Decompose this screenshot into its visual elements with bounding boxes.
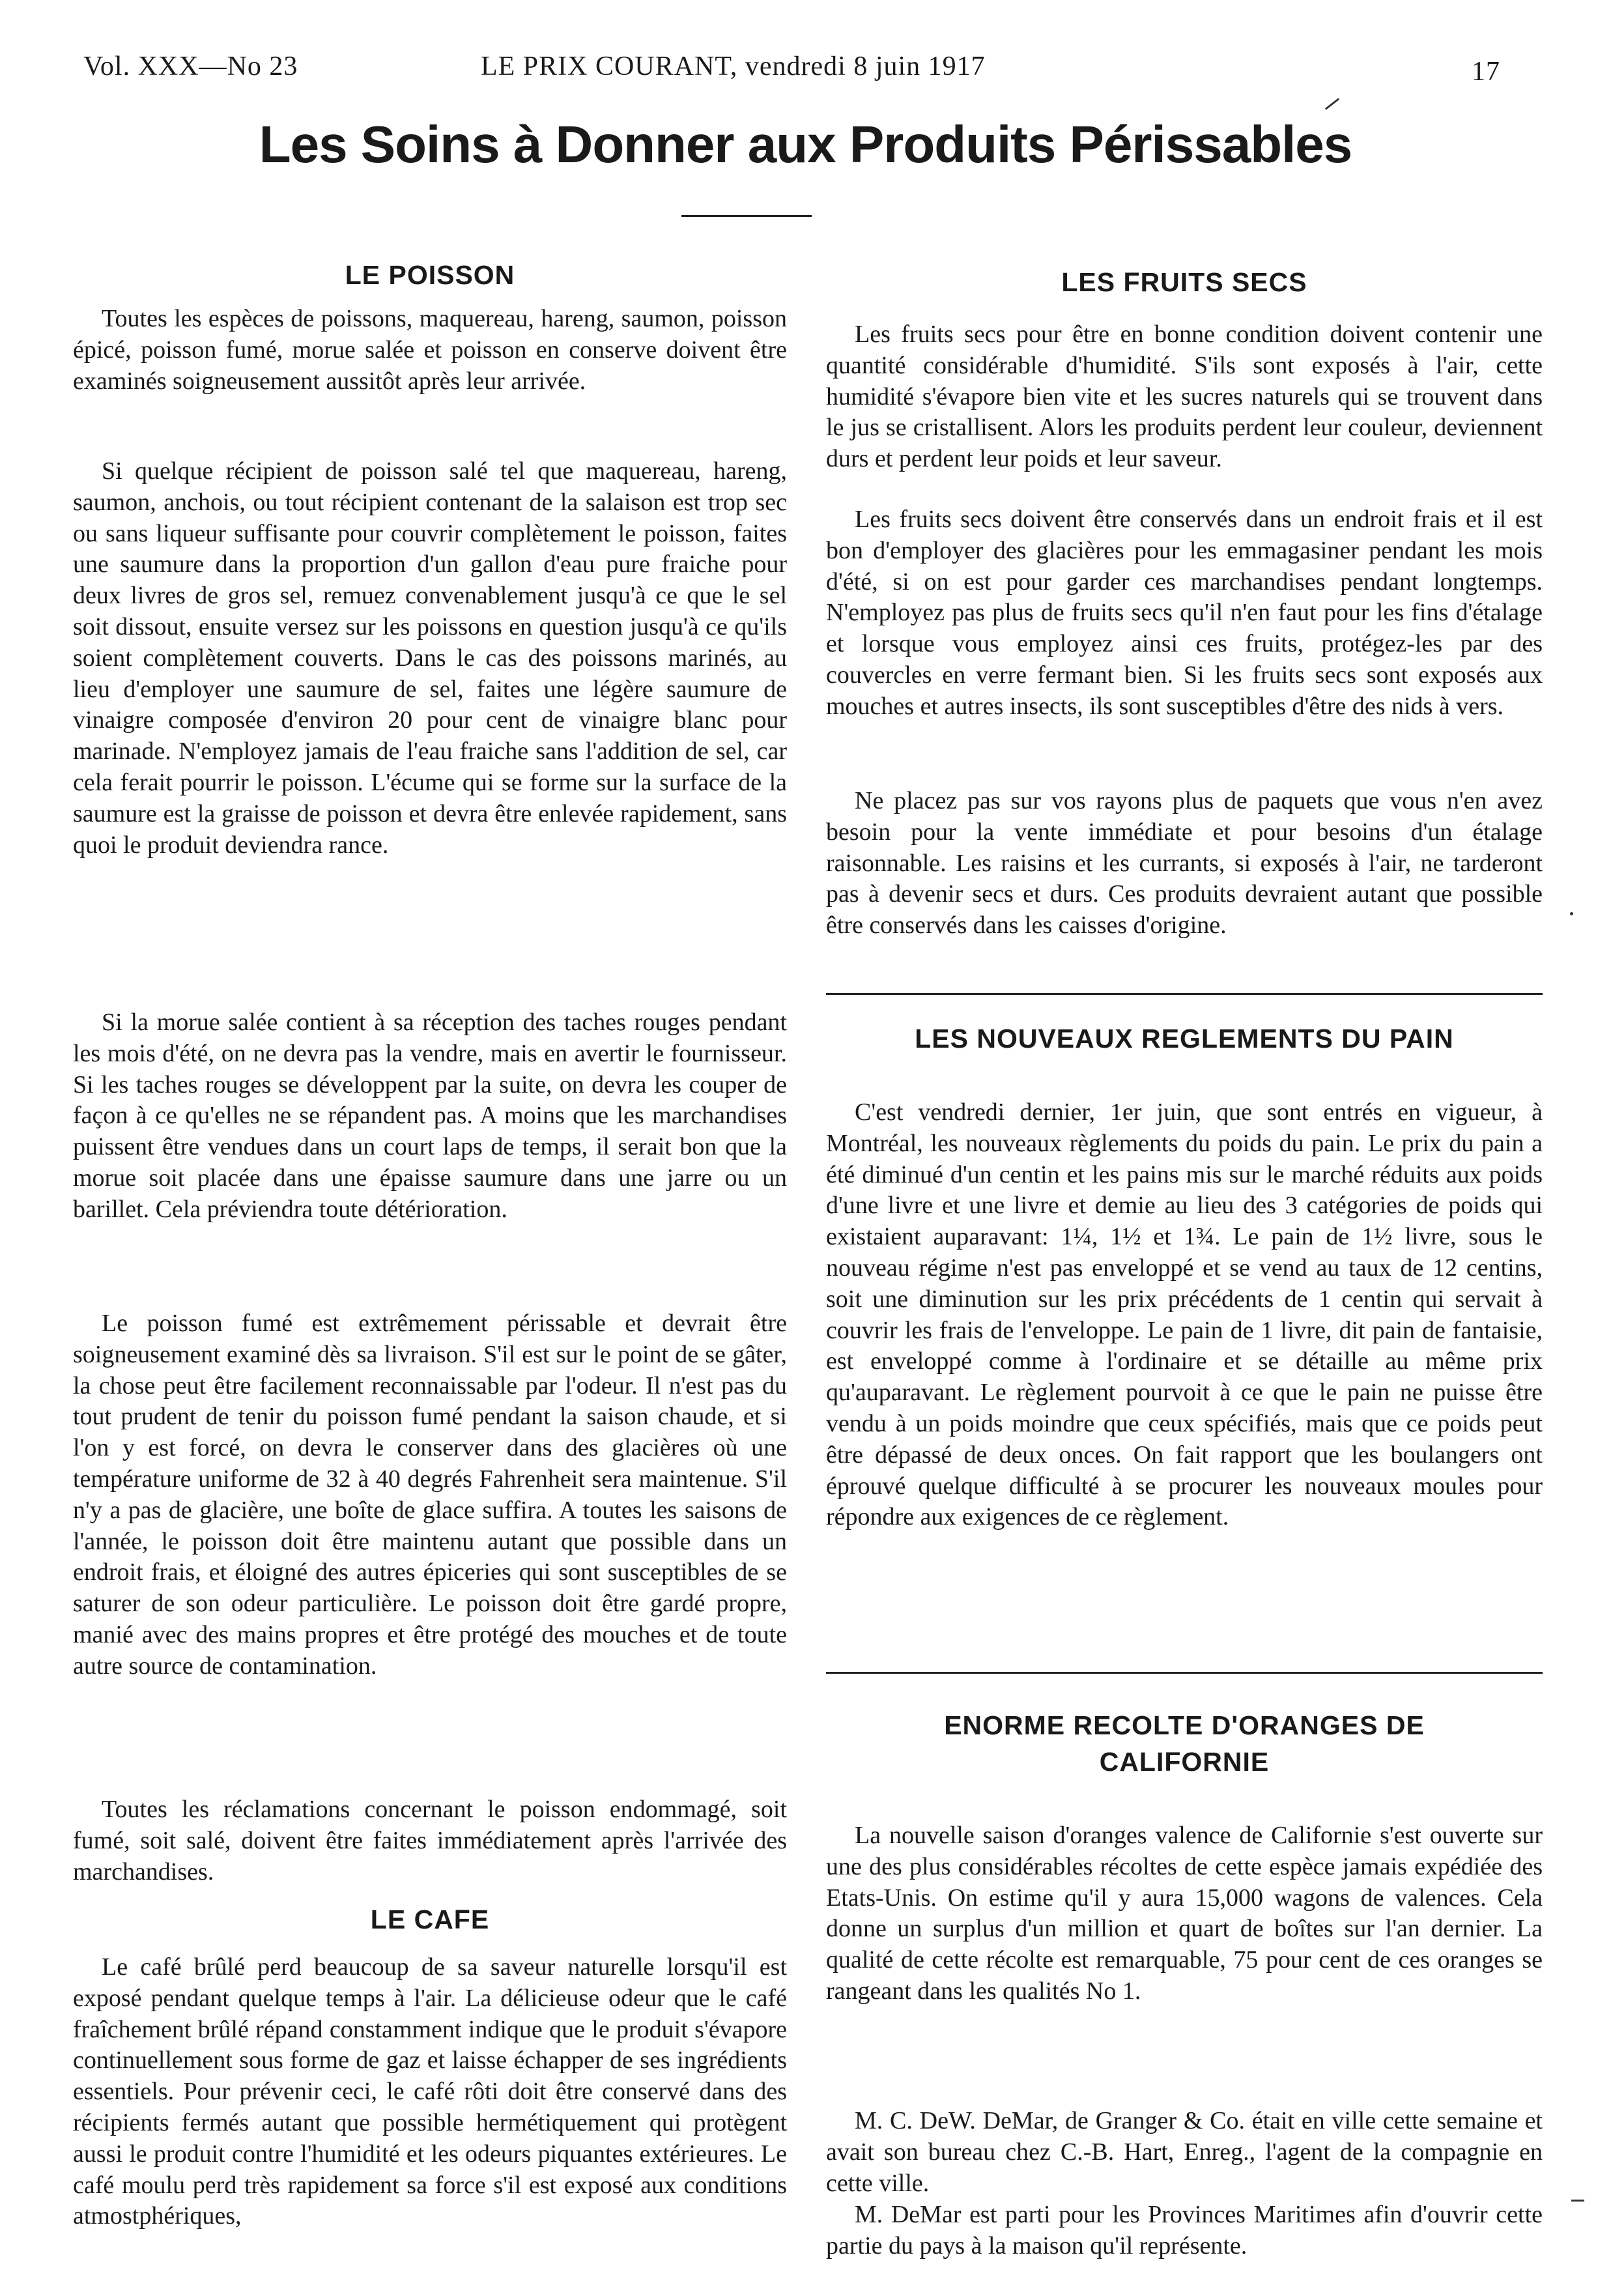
paragraph: Ne placez pas sur vos rayons plus de paquets que vous n'en avez besoin pour la vente immédiate et pour besoins d'un étalage raisonnable. Les raisins et les currants, si exposés à l'air, ne tarderont pas à devenir secs et durs. Ces produits devraient autant que possible être conservés dans les caisses d'origine.	[826, 787, 1543, 940]
section-divider	[826, 993, 1543, 995]
publication-line: LE PRIX COURANT, vendredi 8 juin 1917	[481, 51, 986, 81]
paragraph: Si quelque récipient de poisson salé tel que maquereau, hareng, saumon, anchois, ou tout récipient contenant de la salaison est trop sec ou sans liqueur suffisante pour couvrir complètement le poisson, faites une saumure dans la proportion d'un gallon d'eau pure fraiche pour deux livres de gros sel, remuez convenablement jusqu'à ce que le sel soit dissout, ensuite versez sur les poissons en question jusqu'à ce qu'ils soient complètement couverts. Dans le cas des poissons marinés, au lieu d'employer une saumure de sel, faites une légère saumure de vinaigre composée d'environ 20 pour cent de vinaigre blanc pour marinade. N'employez jamais de l'eau fraiche sans l'addition de sel, car cela ferait pourrir le poisson. L'écume qui se forme sur la surface de la saumure est la graisse de poisson et devra être enlevée rapidement, sans quoi le produit deviendra rance.	[73, 457, 787, 859]
paragraph: Toutes les réclamations concernant le poisson endommagé, soit fumé, soit salé, doivent être faites immédiatement après l'arrivée des marchandises.	[73, 1796, 787, 1886]
scan-mark	[1570, 912, 1573, 915]
page-title: Les Soins à Donner aux Produits Périssables	[259, 115, 1352, 173]
section-heading-fruits-secs: LES FRUITS SECS	[1061, 267, 1307, 297]
paragraph: Les fruits secs doivent être conservés dans un endroit frais et il est bon d'employer des glacières pour les emmagasiner pendant les mois d'été, si on est pour garder ces marchandises pendant longtemps. N'employez pas plus de fruits secs qu'il n'en faut pour les fins d'étalage et lorsque vous employez ainsi ces fruits, protégez-les par des couvercles en verre fermant bien. Si les fruits secs sont exposés aux mouches et autres insects, ils sont susceptibles d'être des nids à vers.	[826, 506, 1543, 720]
page-number: 17	[1472, 57, 1500, 87]
paragraph: M. DeMar est parti pour les Provinces Maritimes afin d'ouvrir cette partie du pays à la maison qu'il représente.	[826, 2201, 1543, 2260]
paragraph: La nouvelle saison d'oranges valence de Californie s'est ouverte sur une des plus considérables récoltes de cette espèce jamais expédiée des Etats-Unis. On estime qu'il y aura 15,000 wagons de valences. Cela donne un surplus d'un million et quart de boîtes sur l'an dernier. La qualité de cette récolte est remarquable, 75 pour cent de ces oranges se rangeant dans les qualités No 1.	[826, 1822, 1543, 2005]
section-divider	[826, 1672, 1543, 1674]
section-heading-poisson: LE POISSON	[345, 260, 515, 290]
running-header	[83, 51, 1500, 96]
paragraph: Le poisson fumé est extrêmement périssable et devrait être soigneusement examiné dès sa livraison. S'il est sur le point de se gâter, la chose peut être facilement reconnaissable par l'odeur. Il n'est pas du tout prudent de tenir du poisson fumé pendant la saison chaude, et si l'on y est forcé, on devra le conserver dans des glacières où une température uniforme de 32 à 40 degrés Fahrenheit sera maintenue. S'il n'y a pas de glacière, une boîte de glace suffira. A toutes les saisons de l'année, le poisson doit être maintenu autant que possible dans un endroit frais, et éloigné des autres épiceries qui sont susceptibles de se saturer de son odeur particulière. Le poisson doit être gardé propre, manié avec des mains propres et être protégé des mouches et de toute autre source de contamination.	[73, 1310, 787, 1680]
title-divider	[681, 215, 812, 217]
scan-mark	[1571, 2200, 1584, 2202]
paragraph: M. C. DeW. DeMar, de Granger & Co. était en ville cette semaine et avait son bureau chez C.-B. Hart, Enreg., l'agent de la compagnie en cette ville.	[826, 2107, 1543, 2197]
paragraph: Toutes les espèces de poissons, maquereau, hareng, saumon, poisson épicé, poisson fumé, morue salée et poisson en conserve doivent être examinés soigneusement aussitôt après leur arrivée.	[73, 305, 787, 395]
section-heading-oranges: ENORME RECOLTE D'ORANGES DE CALIFORNIE	[944, 1710, 1425, 1777]
paragraph: Les fruits secs pour être en bonne condition doivent contenir une quantité considérable d'humidité. S'ils sont exposés à l'air, cette humidité s'évapore bien vite et les sucres naturels qui se trouvent dans le jus se cristallisent. Alors les produits perdent leur couleur, deviennent durs et perdent leur poids et leur saveur.	[826, 321, 1543, 473]
scan-mark	[1325, 98, 1339, 109]
paragraph: Le café brûlé perd beaucoup de sa saveur naturelle lorsqu'il est exposé pendant quelque temps à l'air. La délicieuse odeur que le café fraîchement brûlé répand constamment indique que le produit s'évapore continuellement sous forme de gaz et laisse échapper de ses ingrédients essentiels. Pour prévenir ceci, le café rôti doit être conservé dans des récipients fermés autant que possible hermétiquement qui protègent aussi le produit contre l'humidité et les odeurs piquantes extérieures. Le café moulu perd très rapidement sa force s'il est exposé aux conditions atmostphériques,	[73, 1953, 787, 2230]
section-heading-cafe: LE CAFE	[370, 1904, 490, 1934]
paragraph: Si la morue salée contient à sa réception des taches rouges pendant les mois d'été, on ne devra pas la vendre, mais en avertir le fournisseur. Si les taches rouges se développent par la suite, on devra les couper de façon à ce qu'elles ne se répandent pas. A moins que les marchandises puissent être vendues dans un court laps de temps, il serait bon que la morue soit placée dans une épaisse saumure dans une jarre ou un barillet. Cela préviendra toute détérioration.	[73, 1009, 787, 1223]
paragraph: C'est vendredi dernier, 1er juin, que sont entrés en vigueur, à Montréal, les nouveaux règlements du poids du pain. Le prix du pain a été diminué d'un centin et les pains mis sur le marché réduits aux poids d'une livre et une livre et demie au lieu des 3 catégories de poids qui existaient auparavant: 1¼, 1½ et 1¾. Le pain de 1½ livre, sous le nouveau régime n'est pas enveloppé et se vend au taux de 12 centins, soit une diminution sur les prix précédents de 1 centin qui servait à couvrir les frais de l'enveloppe. Le pain de 1 livre, dit pain de fantaisie, est enveloppé comme à l'ordinaire et se détaille au même prix qu'auparavant. Le règlement pourvoit à ce que le pain ne puisse être vendu à un poids moindre que ceux spécifiés, mais que ce poids peut être dépassé de deux onces. On fait rapport que les boulangers ont éprouvé quelque difficulté à se procurer les nouveaux moules pour répondre aux exigences de ce règlement.	[826, 1098, 1543, 1531]
volume-number: Vol. XXX—No 23	[83, 51, 298, 81]
section-heading-pain: LES NOUVEAUX REGLEMENTS DU PAIN	[915, 1024, 1454, 1054]
